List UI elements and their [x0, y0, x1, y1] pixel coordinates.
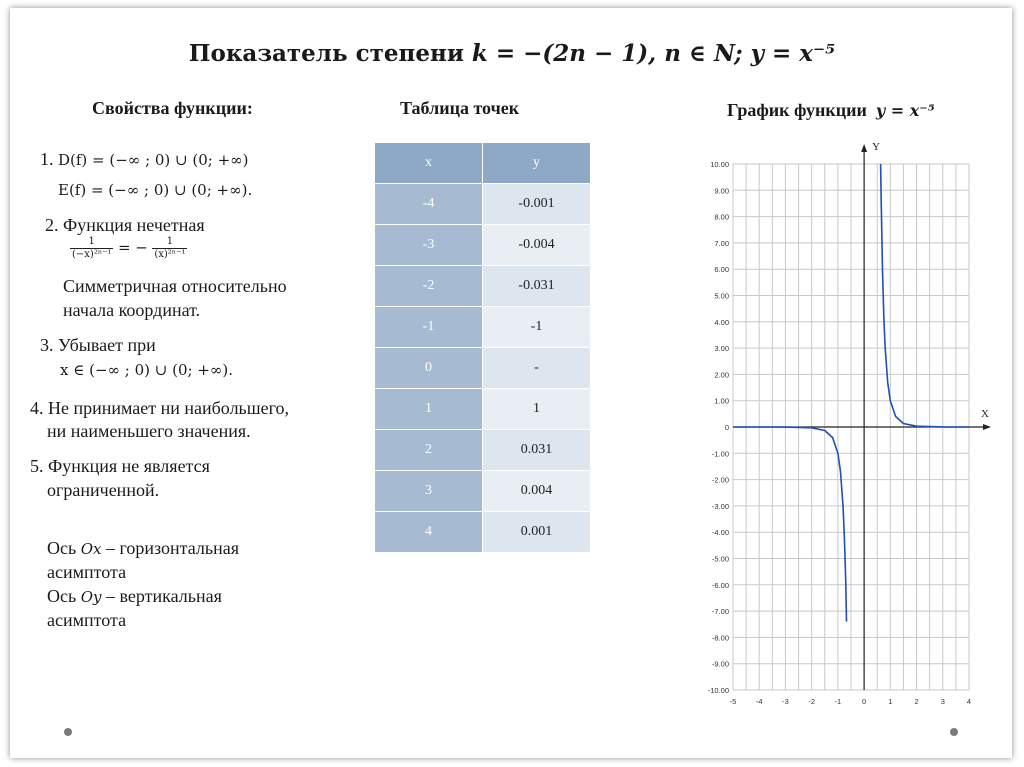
- domain-formula: D(f) = (−∞ ; 0) ∪ (0; +∞): [58, 151, 249, 169]
- fraction-left-denominator: (−x)²ⁿ⁻¹: [72, 249, 112, 260]
- graph-heading: [727, 100, 935, 121]
- table-cell-x: -4: [375, 184, 483, 225]
- slide-nav-dot-left: [64, 728, 72, 736]
- table-row: [375, 430, 591, 471]
- y-tick-label: -3.00: [711, 501, 729, 511]
- table-cell-y: -: [483, 348, 591, 389]
- y-tick-label: 8.00: [714, 212, 729, 222]
- property-1-domain: [40, 147, 249, 172]
- table-cell-y: -1: [483, 307, 591, 348]
- y-tick-label: 10.00: [710, 160, 729, 169]
- fraction-left: [70, 236, 113, 261]
- table-cell-x: -1: [375, 307, 483, 348]
- x-tick-label: -3: [782, 697, 789, 706]
- asymptote-oy-prefix: Ось: [47, 586, 81, 606]
- table-row: [375, 389, 591, 430]
- y-tick-label: -7.00: [711, 607, 729, 617]
- table-row: [375, 307, 591, 348]
- properties-heading: Свойства функции:: [92, 98, 253, 118]
- y-tick-label: 4.00: [714, 317, 729, 327]
- title-prefix: Показатель степени: [188, 40, 464, 67]
- table-heading: Таблица точек: [400, 98, 520, 118]
- table-cell-x: 4: [375, 512, 483, 553]
- table-row: [375, 348, 591, 389]
- y-tick-label: 3.00: [714, 344, 729, 354]
- property-1-range: [58, 177, 252, 202]
- asymptote-ox-rest: – горизонтальная: [101, 538, 239, 558]
- y-tick-label: 9.00: [714, 186, 729, 196]
- fraction-right: [152, 236, 187, 261]
- x-tick-label: 3: [940, 697, 945, 706]
- table-cell-x: 3: [375, 471, 483, 512]
- slide-nav-dot-right: [950, 728, 958, 736]
- asymptote-oy-rest: – вертикальная: [101, 586, 222, 606]
- x-tick-label: 1: [888, 697, 893, 706]
- x-tick-label: 2: [914, 697, 919, 706]
- odd-function-formula: [70, 236, 187, 261]
- table-cell-y: 0.004: [483, 471, 591, 512]
- y-tick-label: -5.00: [711, 554, 729, 564]
- table-row: [375, 225, 591, 266]
- table-row: [375, 184, 591, 225]
- x-tick-label: 0: [862, 697, 867, 706]
- symmetry-line-2: начала координат.: [63, 300, 201, 320]
- y-tick-label: 6.00: [714, 265, 729, 275]
- y-tick-label: 1.00: [714, 396, 729, 406]
- table-cell-y: -0.031: [483, 266, 591, 307]
- fraction-right-numerator: 1: [152, 236, 187, 249]
- table-cell-x: -2: [375, 266, 483, 307]
- x-tick-label: -1: [834, 697, 842, 706]
- y-axis-label: Y: [872, 141, 881, 153]
- y-tick-label: 7.00: [714, 238, 729, 248]
- x-tick-label: -2: [808, 697, 816, 706]
- symmetry-line-1: Симметричная относительно: [63, 276, 287, 296]
- graph-background: [697, 134, 997, 714]
- table-cell-x: 0: [375, 348, 483, 389]
- decreasing-interval-formula: x ∈ (−∞ ; 0) ∪ (0; +∞).: [60, 361, 234, 379]
- equals-minus: = −: [117, 238, 148, 257]
- table-cell-y: 1: [483, 389, 591, 430]
- x-tick-label: -4: [755, 697, 763, 706]
- y-tick-label: -6.00: [711, 580, 729, 590]
- table-cell-y: -0.004: [483, 225, 591, 266]
- decreasing-interval: [60, 357, 233, 382]
- x-tick-label: 4: [966, 697, 972, 706]
- y-tick-label: 0: [724, 423, 729, 432]
- fraction-left-numerator: 1: [70, 236, 113, 249]
- asymptote-ox-prefix: Ось: [47, 538, 81, 558]
- y-tick-label: -2.00: [711, 475, 729, 485]
- y-tick-label: -1.00: [711, 449, 729, 459]
- asymptote-ox: [47, 536, 239, 561]
- y-tick-label: -9.00: [711, 659, 729, 669]
- graph-heading-text: График функции: [727, 100, 867, 120]
- property-2-title: 2. Функция нечетная: [45, 215, 205, 235]
- table-row: [375, 512, 591, 553]
- table-cell-x: -3: [375, 225, 483, 266]
- y-tick-label: -8.00: [711, 633, 729, 643]
- y-tick-label: 5.00: [714, 291, 729, 301]
- table-cell-y: 0.031: [483, 430, 591, 471]
- title-formula: k = −(2n − 1), n ∈ N; y = x⁻⁵: [471, 40, 836, 67]
- graph-heading-formula: y = x⁻⁵: [875, 101, 935, 120]
- fraction-right-denominator: (x)²ⁿ⁻¹: [154, 249, 186, 260]
- table-header-row: [375, 143, 591, 184]
- function-graph: [697, 134, 997, 714]
- table-cell-y: 0.001: [483, 512, 591, 553]
- property-5-line-2: ограниченной.: [47, 480, 160, 500]
- table-header-y: y: [483, 143, 591, 184]
- points-table: [374, 142, 591, 553]
- property-1-number: 1.: [40, 149, 54, 169]
- x-tick-label: -5: [729, 697, 737, 706]
- table-cell-x: 2: [375, 430, 483, 471]
- range-formula: E(f) = (−∞ ; 0) ∪ (0; +∞).: [58, 181, 253, 199]
- table-cell-x: 1: [375, 389, 483, 430]
- property-4-line-1: 4. Не принимает ни наибольшего,: [30, 398, 290, 418]
- asymptote-oy-line-2: асимптота: [47, 610, 127, 630]
- asymptote-ox-line-2: асимптота: [47, 562, 127, 582]
- y-tick-label: -10.00: [707, 686, 729, 695]
- property-5-line-1: 5. Функция не является: [30, 456, 210, 476]
- x-axis-label: X: [981, 408, 989, 420]
- table-cell-y: -0.001: [483, 184, 591, 225]
- y-tick-label: -4.00: [711, 528, 729, 538]
- y-tick-label: 2.00: [714, 370, 729, 380]
- property-3-title: 3. Убывает при: [40, 335, 156, 355]
- table-header-x: x: [375, 143, 483, 184]
- asymptote-ox-axis: Ox: [80, 540, 102, 558]
- slide-title: [0, 40, 1024, 67]
- property-4-line-2: ни наименьшего значения.: [47, 421, 251, 441]
- asymptote-oy: [47, 584, 222, 609]
- table-row: [375, 266, 591, 307]
- asymptote-oy-axis: Oy: [80, 588, 102, 606]
- table-row: [375, 471, 591, 512]
